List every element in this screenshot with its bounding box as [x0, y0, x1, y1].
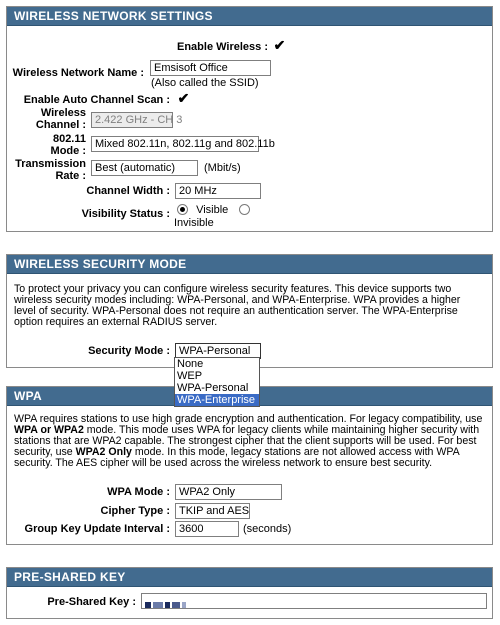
- security-mode-description: To protect your privacy you can configure wireless security features. This device supports two wireless security modes including: WPA-Personal, and WPA-Enterprise. WPA provides a higher level of security. WPA-Personal does not require an authentication server. The WPA-Enterprise option requires an external RADIUS server.: [14, 283, 461, 328]
- visibility-visible-option[interactable]: [177, 204, 250, 216]
- cipher-type-label: Cipher Type :: [100, 505, 170, 517]
- security-mode-select[interactable]: WPA-Personal: [175, 343, 261, 359]
- visibility-status-label: Visibility Status :: [81, 208, 170, 220]
- visible-label: Visible: [196, 204, 229, 216]
- wpa-title: WPA: [7, 387, 492, 406]
- enable-wireless-checkbox[interactable]: ✔: [273, 37, 286, 53]
- cipher-type-select[interactable]: TKIP and AES: [175, 503, 250, 519]
- wpa-mode-select[interactable]: WPA2 Only: [175, 484, 282, 500]
- security-option-wpa-enterprise[interactable]: WPA-Enterprise: [175, 394, 259, 406]
- invisible-radio[interactable]: [239, 204, 250, 215]
- wireless-channel-select[interactable]: 2.422 GHz - CH 3: [91, 112, 173, 128]
- psk-input[interactable]: [141, 593, 487, 609]
- visible-radio[interactable]: [177, 204, 188, 215]
- group-key-unit: (seconds): [243, 523, 292, 535]
- wireless-channel-label: Wireless Channel :: [35, 107, 86, 131]
- security-mode-dropdown[interactable]: [174, 357, 260, 407]
- psk-obscured-value: [145, 602, 151, 608]
- enable-wireless-label: Enable Wireless :: [177, 41, 268, 53]
- wpa-panel: [6, 386, 493, 545]
- security-option-wpa-personal[interactable]: WPA-Personal: [177, 382, 249, 394]
- security-option-wep[interactable]: WEP: [177, 370, 203, 382]
- security-option-none[interactable]: None: [177, 358, 204, 370]
- auto-channel-scan-checkbox[interactable]: ✔: [177, 90, 190, 106]
- network-name-label: Wireless Network Name :: [12, 67, 144, 79]
- security-mode-title: WIRELESS SECURITY MODE: [7, 255, 492, 274]
- psk-panel: [6, 567, 493, 619]
- wpa-desc-text-3: mode. In this mode, legacy stations are not allowed access with WPA security. The AES cipher will be used across the wireless network to ensure best security.: [14, 446, 460, 469]
- psk-title: PRE-SHARED KEY: [7, 568, 492, 587]
- wireless-settings-title: WIRELESS NETWORK SETTINGS: [7, 7, 492, 26]
- ssid-hint: (Also called the SSID): [151, 77, 259, 89]
- transmission-rate-unit: (Mbit/s): [204, 162, 241, 174]
- channel-width-label: Channel Width :: [86, 185, 170, 197]
- transmission-rate-label: Transmission Rate :: [15, 158, 86, 182]
- group-key-input[interactable]: 3600: [175, 521, 239, 537]
- wpa-mode-label: WPA Mode :: [107, 486, 170, 498]
- wpa-desc-bold-2: WPA2 Only: [75, 446, 132, 458]
- auto-channel-scan-label: Enable Auto Channel Scan :: [23, 94, 170, 106]
- wireless-network-settings-panel: [6, 6, 493, 232]
- channel-width-select[interactable]: 20 MHz: [175, 183, 261, 199]
- security-mode-panel: [6, 254, 493, 368]
- invisible-label: Invisible: [174, 217, 214, 229]
- network-name-input[interactable]: Emsisoft Office: [150, 60, 271, 76]
- wpa-description: [14, 414, 485, 469]
- transmission-rate-select[interactable]: Best (automatic): [91, 160, 198, 176]
- wpa-desc-text-1: WPA requires stations to use high grade encryption and authentication. For legacy compatibility, use: [14, 413, 483, 425]
- wpa-desc-bold-1: WPA or WPA2: [14, 424, 84, 436]
- group-key-label: Group Key Update Interval :: [24, 523, 170, 535]
- security-mode-label: Security Mode :: [88, 345, 170, 357]
- psk-label: Pre-Shared Key :: [47, 596, 136, 608]
- mode-label: 802.11 Mode :: [50, 133, 86, 157]
- mode-select[interactable]: Mixed 802.11n, 802.11g and 802.11b: [91, 136, 259, 152]
- wpa-desc-text-2: mode. This mode uses WPA for legacy clients while maintaining higher security with stations that are WPA2 capable. The strongest cipher that the client supports will be used. For best security, use: [14, 424, 480, 458]
